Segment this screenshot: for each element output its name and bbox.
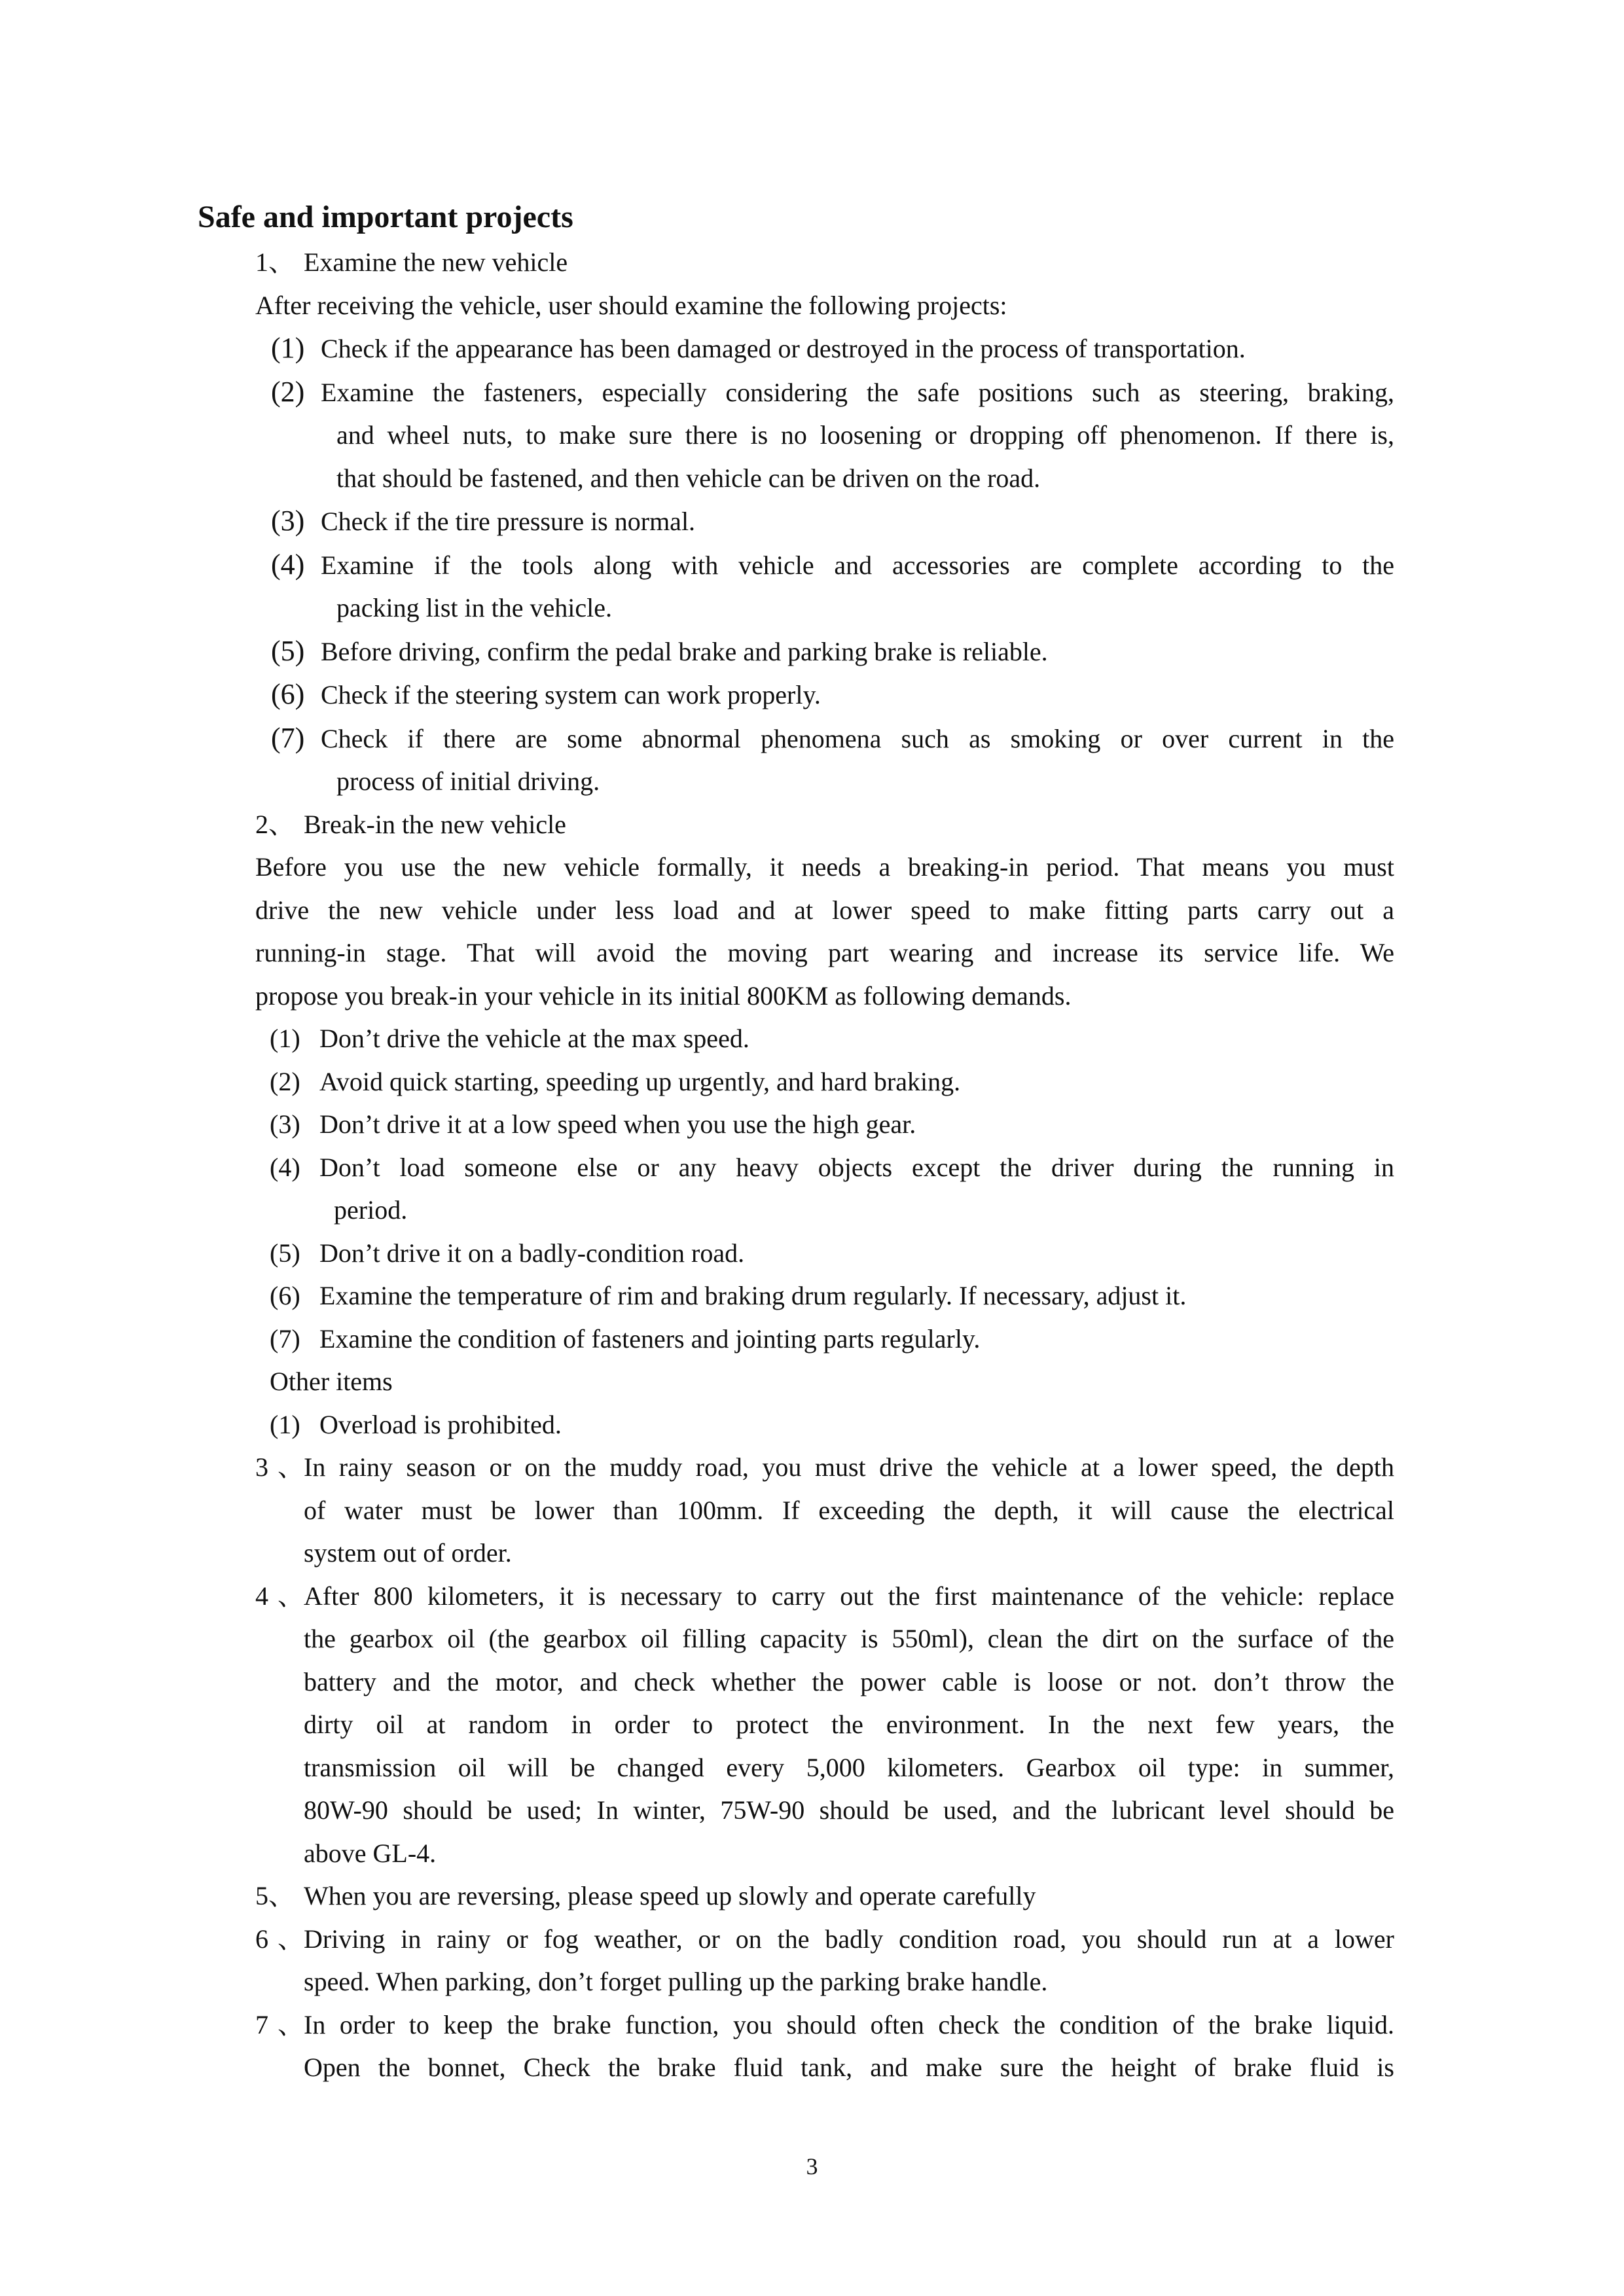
item-number: (4) xyxy=(270,1152,300,1182)
list-item xyxy=(255,543,1394,630)
list-item xyxy=(255,1318,1394,1361)
section-number: 4、 xyxy=(255,1581,304,1611)
list-item xyxy=(255,1403,1394,1446)
section-number: 7、 xyxy=(255,2009,304,2039)
item-text: that should be fastened, and then vehicle can be driven on the road. xyxy=(336,463,1041,493)
list-item xyxy=(255,673,1394,717)
item-number: (7) xyxy=(271,721,305,754)
section-2-title xyxy=(255,803,1394,846)
list-item xyxy=(255,327,1394,370)
item-text: Examine if the tools along with vehicle and accessories are complete according to the xyxy=(321,550,1394,580)
item-number: (3) xyxy=(271,505,305,537)
item-number: (1) xyxy=(271,332,305,364)
section-text: transmission oil will be changed every 5,000 kilometers. Gearbox oil type: in summer, xyxy=(304,1752,1394,1782)
section-text: Driving in rainy or fog weather, or on the badly condition road, you should run at a lower xyxy=(304,1924,1394,1954)
section-title: Break-in the new vehicle xyxy=(304,809,566,839)
item-text: Check if the appearance has been damaged or destroyed in the process of transportation. xyxy=(321,334,1246,363)
item-text: Check if the steering system can work properly. xyxy=(321,680,821,709)
list-item xyxy=(255,1103,1394,1146)
item-text: Examine the temperature of rim and braking drum regularly. If necessary, adjust it. xyxy=(319,1281,1187,1310)
section-text: of water must be lower than 100mm. If exceeding the depth, it will cause the electrical xyxy=(304,1495,1394,1525)
item-text: Before driving, confirm the pedal brake and parking brake is reliable. xyxy=(321,636,1048,666)
item-number: (5) xyxy=(270,1238,300,1268)
other-items-title: Other items xyxy=(270,1367,393,1396)
paragraph-line: running-in stage. That will avoid the moving part wearing and increase its service life. We xyxy=(255,938,1394,967)
section-1-intro: After receiving the vehicle, user should examine the following projects: xyxy=(255,290,1007,320)
section-text: system out of order. xyxy=(304,1538,512,1568)
section-text: the gearbox oil (the gearbox oil filling capacity is 550ml), clean the dirt on the surface of the xyxy=(304,1624,1394,1653)
item-number: (2) xyxy=(270,1066,300,1096)
section-text: dirty oil at random in order to protect the environment. In the next few years, the xyxy=(304,1710,1394,1739)
section-text: When you are reversing, please speed up slowly and operate carefully xyxy=(304,1881,1036,1910)
item-text: period. xyxy=(334,1195,408,1225)
item-text: Don’t drive it on a badly-condition road. xyxy=(319,1238,745,1268)
document-body xyxy=(255,241,1394,2089)
item-number: (3) xyxy=(270,1109,300,1139)
item-number: (4) xyxy=(271,548,305,581)
item-number: (1) xyxy=(270,1409,300,1439)
item-text: and wheel nuts, to make sure there is no loosening or dropping off phenomenon. If there is, xyxy=(336,420,1394,450)
section-text: above GL-4. xyxy=(304,1838,437,1868)
page-heading: Safe and important projects xyxy=(198,200,573,234)
section-title: Examine the new vehicle xyxy=(304,247,568,277)
item-number: (6) xyxy=(270,1281,300,1310)
list-item xyxy=(255,1274,1394,1318)
section-number: 3、 xyxy=(255,1452,304,1482)
section-text: In rainy season or on the muddy road, you must drive the vehicle at a lower speed, the depth xyxy=(304,1452,1394,1482)
section-text: speed. When parking, don’t forget pulling up the parking brake handle. xyxy=(304,1967,1048,1996)
item-text: process of initial driving. xyxy=(336,766,600,796)
item-text: Examine the condition of fasteners and jointing parts regularly. xyxy=(319,1323,981,1354)
item-text: packing list in the vehicle. xyxy=(336,593,612,622)
item-text: Examine the fasteners, especially considering the safe positions such as steering, braking, xyxy=(321,377,1394,407)
list-item xyxy=(255,499,1394,543)
list-item xyxy=(255,630,1394,673)
item-number: (5) xyxy=(271,634,305,667)
section-text: In order to keep the brake function, you should often check the condition of the brake liquid. xyxy=(304,2009,1394,2039)
section-text: battery and the motor, and check whether the power cable is loose or not. don’t throw the xyxy=(304,1666,1394,1696)
section-number: 1、 xyxy=(255,247,295,277)
section-text: Open the bonnet, Check the brake fluid tank, and make sure the height of brake fluid is xyxy=(304,2053,1394,2082)
list-item xyxy=(255,1060,1394,1103)
section-number: 2、 xyxy=(255,809,295,839)
item-text: Don’t drive it at a low speed when you use the high gear. xyxy=(319,1109,916,1139)
item-text: Check if there are some abnormal phenomena such as smoking or over current in the xyxy=(321,723,1394,753)
paragraph-line: Before you use the new vehicle formally, it needs a breaking-in period. That means you must xyxy=(255,852,1394,882)
item-number: (1) xyxy=(270,1024,300,1053)
item-text: Don’t drive the vehicle at the max speed. xyxy=(319,1024,749,1053)
section-4 xyxy=(255,1575,1394,1618)
item-text: Check if the tire pressure is normal. xyxy=(321,507,696,536)
paragraph-line: propose you break-in your vehicle in its initial 800KM as following demands. xyxy=(255,980,1072,1011)
section-text: After 800 kilometers, it is necessary to carry out the first maintenance of the vehicle: replace xyxy=(304,1581,1394,1611)
section-5 xyxy=(255,1874,1394,1918)
item-text: Avoid quick starting, speeding up urgently, and hard braking. xyxy=(319,1066,961,1096)
list-item xyxy=(255,1017,1394,1060)
list-item xyxy=(255,1146,1394,1232)
item-number: (6) xyxy=(271,678,305,710)
item-number: (7) xyxy=(270,1323,300,1354)
item-number: (2) xyxy=(271,375,305,408)
section-text: 80W-90 should be used; In winter, 75W-90 should be used, and the lubricant level should be xyxy=(304,1795,1394,1825)
item-text: Overload is prohibited. xyxy=(319,1409,562,1439)
section-number: 5、 xyxy=(255,1881,295,1910)
paragraph-line: drive the new vehicle under less load and at lower speed to make fitting parts carry out a xyxy=(255,895,1394,925)
list-item xyxy=(255,1232,1394,1275)
list-item xyxy=(255,717,1394,803)
page-number: 3 xyxy=(806,2153,818,2179)
section-1-title xyxy=(255,241,1394,284)
section-7 xyxy=(255,2003,1394,2047)
section-number: 6、 xyxy=(255,1924,304,1954)
list-item xyxy=(255,370,1394,500)
item-text: Don’t load someone else or any heavy objects except the driver during the running in xyxy=(319,1152,1394,1182)
section-6 xyxy=(255,1918,1394,1961)
section-3 xyxy=(255,1446,1394,1489)
